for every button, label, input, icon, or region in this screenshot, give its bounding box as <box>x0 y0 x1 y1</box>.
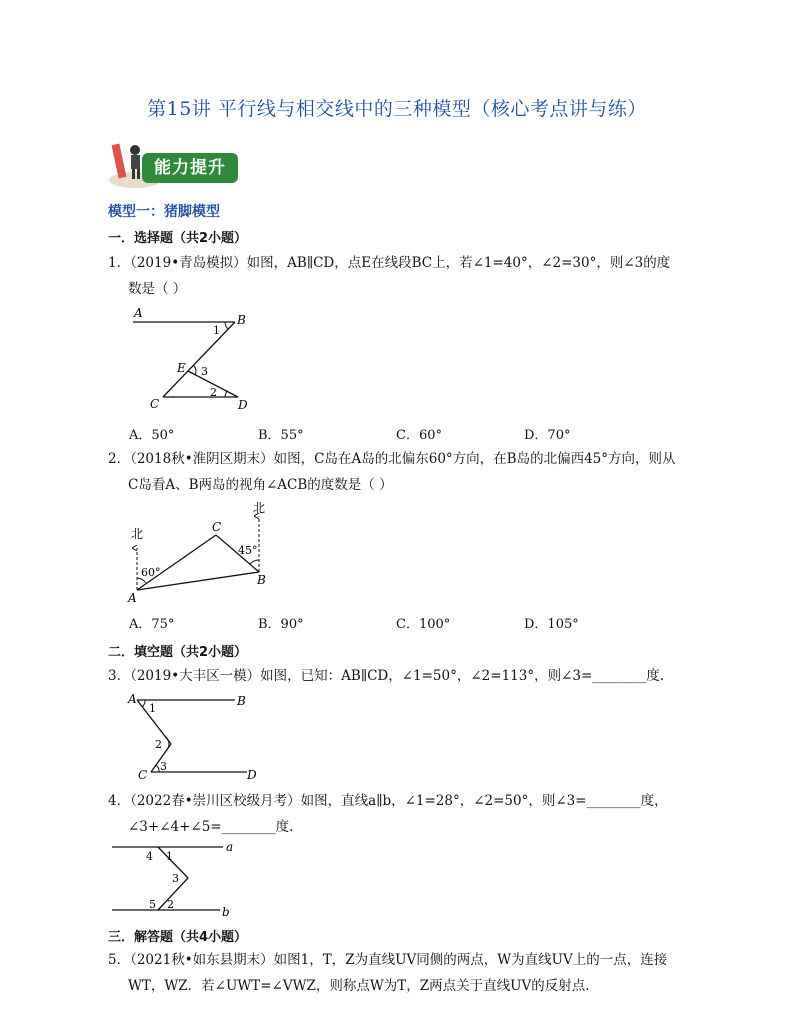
question-2-line2: C岛看A、B两岛的视角∠ACB的度数是（ ） <box>128 477 393 493</box>
section-heading-fill: 二．填空题（共2小题） <box>108 645 248 660</box>
figure-q3 <box>125 688 275 782</box>
q1-label-D: D <box>238 398 248 412</box>
question-1-line2: 数是（ ） <box>128 281 187 297</box>
q1-label-B: B <box>237 313 246 327</box>
q2-option-d: D．105° <box>524 617 579 632</box>
figure-q1 <box>125 305 265 413</box>
question-4 <box>108 788 688 840</box>
page-title: 第15讲 平行线与相交线中的三种模型（核心考点讲与练） <box>147 98 647 120</box>
question-3-line1: 3．（2019•大丰区一模）如图，已知：AB∥CD，∠1=50°，∠2=113°，则∠3=________度. <box>108 668 665 684</box>
q2-option-a: A．75° <box>129 617 175 632</box>
q2-label-A: A <box>128 591 137 605</box>
model-heading: 模型一：猪脚模型 <box>108 204 220 220</box>
q2-option-b: B．90° <box>258 617 304 632</box>
question-2 <box>108 446 688 498</box>
q1-label-E: E <box>177 361 186 375</box>
q4-angle-3: 3 <box>172 872 179 885</box>
question-5-line2: WT，WZ．若∠UWT=∠VWZ，则称点W为T，Z两点关于直线UV的反射点. <box>128 978 590 994</box>
q2-label-C: C <box>212 520 222 534</box>
q3-label-C: C <box>138 768 148 782</box>
q2-north-left: 北 <box>131 527 144 541</box>
q3-label-A: A <box>128 692 137 706</box>
q1-option-b: B．55° <box>258 428 304 443</box>
question-1 <box>108 250 688 302</box>
section-heading-solve: 三．解答题（共4小题） <box>108 930 248 945</box>
question-1-line1: 1．（2019•青岛模拟）如图，AB∥CD，点E在线段BC上，若∠1=40°，∠2=30°，则∠3的度 <box>108 255 671 271</box>
question-2-line1: 2．（2018秋•淮阴区期末）如图，C岛在A岛的北偏东60°方向，在B岛的北偏西45°方向，则从 <box>108 451 676 467</box>
q4-angle-1: 1 <box>166 850 173 863</box>
q1-option-c: C．60° <box>396 428 442 443</box>
q4-label-b: b <box>222 905 230 919</box>
q3-angle-1: 1 <box>149 702 156 715</box>
q2-angle-45: 45° <box>238 544 258 557</box>
q3-label-B: B <box>237 694 246 708</box>
q1-angle-3: 3 <box>201 365 208 378</box>
section-badge: 能力提升 <box>142 153 238 183</box>
figure-q2 <box>125 498 275 606</box>
q1-angle-2: 2 <box>210 386 217 399</box>
question-4-line2: ∠3+∠4+∠5=________度. <box>128 819 294 835</box>
q2-option-c: C．100° <box>396 617 451 632</box>
q1-label-A: A <box>134 306 143 320</box>
q2-angle-60: 60° <box>141 566 161 579</box>
question-5-line1: 5．（2021秋•如东县期末）如图1，T，Z为直线UV同侧的两点，W为直线UV上的一点，连接 <box>108 952 668 968</box>
q2-north-right: 北 <box>253 501 266 515</box>
question-3 <box>108 663 688 689</box>
q4-angle-5: 5 <box>149 898 156 911</box>
q1-label-C: C <box>150 397 160 411</box>
section-heading-choice: 一．选择题（共2小题） <box>108 231 248 246</box>
question-4-line1: 4．（2022春•崇川区校级月考）如图，直线a∥b，∠1=28°，∠2=50°，则∠3=________度， <box>108 793 668 809</box>
q4-angle-2: 2 <box>167 898 174 911</box>
figure-q4 <box>108 838 248 920</box>
q4-angle-4: 4 <box>146 850 153 863</box>
question-5 <box>108 947 688 999</box>
q1-option-d: D．70° <box>524 428 571 443</box>
q3-angle-2: 2 <box>155 738 162 751</box>
q3-label-D: D <box>247 768 257 782</box>
q1-option-a: A．50° <box>129 428 175 443</box>
q4-label-a: a <box>226 840 234 854</box>
q1-angle-1: 1 <box>213 324 220 337</box>
q2-label-B: B <box>257 573 266 587</box>
q3-angle-3: 3 <box>160 760 167 773</box>
